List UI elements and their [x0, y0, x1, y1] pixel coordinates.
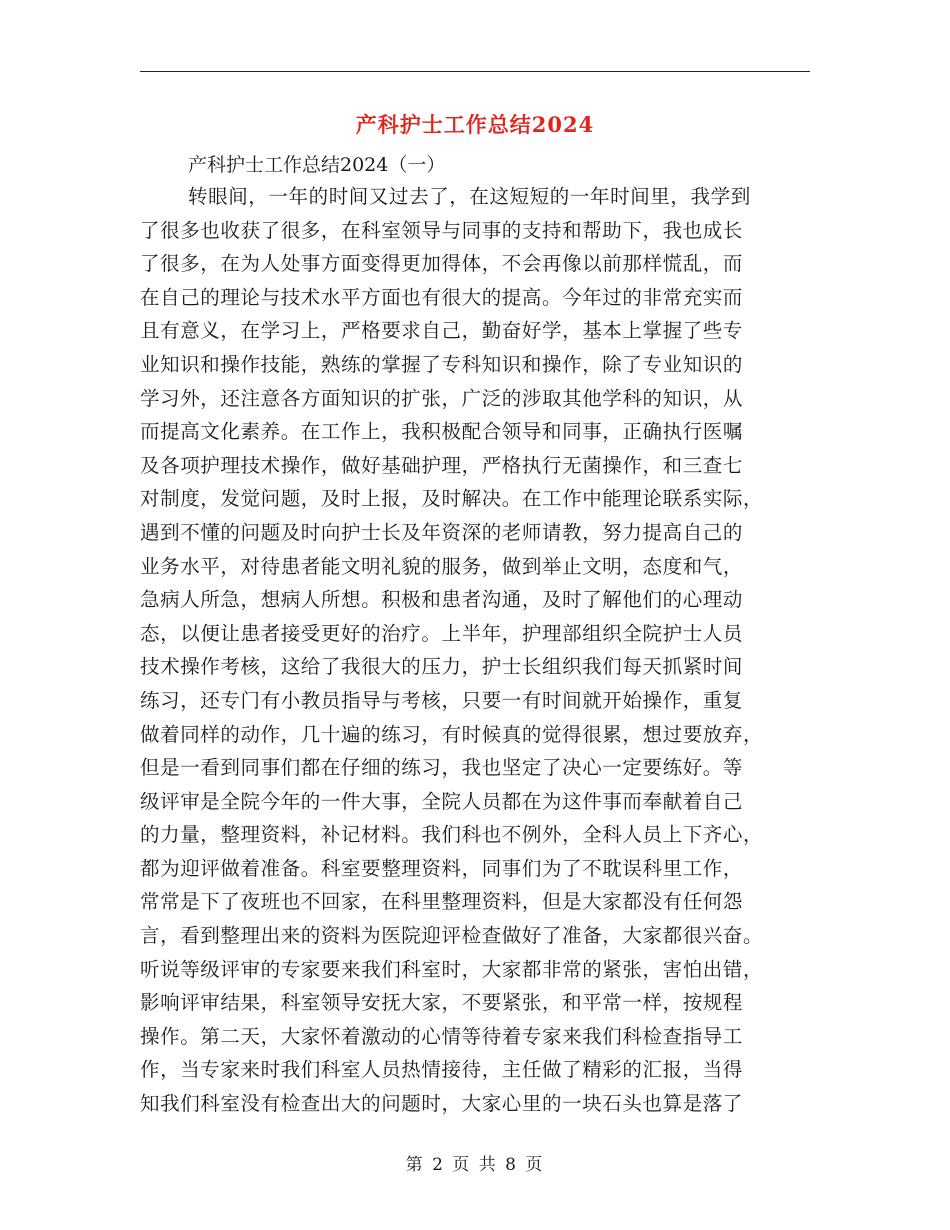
body-line: 练习，还专门有小教员指导与考核，只要一有时间就开始操作，重复	[140, 688, 744, 712]
body-line: 急病人所急，想病人所想。积极和患者沟通，及时了解他们的心理动	[140, 588, 744, 612]
body-line: 在自己的理论与技术水平方面也有很大的提高。今年过的非常充实而	[140, 285, 744, 309]
page-number-footer: 第 2 页 共 8 页	[405, 1155, 545, 1175]
body-line: 的力量，整理资料，补记材料。我们科也不例外，全科人员上下齐心，	[140, 823, 764, 847]
body-line: 及各项护理技术操作，做好基础护理，严格执行无菌操作，和三查七	[140, 453, 744, 477]
body-line: 操作。第二天，大家怀着激动的心情等待着专家来我们科检查指导工	[140, 1024, 744, 1048]
body-line: 且有意义，在学习上，严格要求自己，勤奋好学，基本上掌握了些专	[140, 319, 744, 343]
body-line: 而提高文化素养。在工作上，我积极配合领导和同事，正确执行医嘱	[140, 420, 744, 444]
body-line: 转眼间，一年的时间又过去了，在这短短的一年时间里，我学到	[188, 185, 751, 208]
body-line: 都为迎评做着准备。科室要整理资料，同事们为了不耽误科里工作，	[140, 856, 744, 880]
section-subtitle: 产科护士工作总结2024（一）	[188, 154, 446, 176]
body-line: 了很多，在为人处事方面变得更加得体，不会再像以前那样慌乱，而	[140, 252, 744, 276]
body-line: 但是一看到同事们都在仔细的练习，我也坚定了决心一定要练好。等	[140, 756, 744, 780]
header-rule	[140, 71, 810, 72]
body-line: 态，以便让患者接受更好的治疗。上半年，护理部组织全院护士人员	[140, 621, 744, 645]
body-line: 影响评审结果，科室领导安抚大家，不要紧张，和平常一样，按规程	[140, 991, 744, 1015]
body-line: 级评审是全院今年的一件大事，全院人员都在为这件事而奉献着自己	[140, 789, 744, 813]
body-line: 学习外，还注意各方面知识的扩张，广泛的涉取其他学科的知识，从	[140, 386, 744, 410]
body-line: 作，当专家来时我们科室人员热情接待，主任做了精彩的汇报，当得	[140, 1058, 744, 1082]
body-line: 做着同样的动作，几十遍的练习，有时候真的觉得很累，想过要放弃，	[140, 722, 764, 746]
body-text	[140, 180, 830, 1121]
body-line: 言，看到整理出来的资料为医院迎评检查做好了准备，大家都很兴奋。	[140, 924, 764, 948]
body-line: 了很多也收获了很多，在科室领导与同事的支持和帮助下，我也成长	[140, 218, 744, 242]
body-line: 技术操作考核，这给了我很大的压力，护士长组织我们每天抓紧时间	[140, 655, 744, 679]
body-line: 业务水平，对待患者能文明礼貌的服务，做到举止文明，态度和气，	[140, 554, 744, 578]
body-line: 常常是下了夜班也不回家，在科里整理资料，但是大家都没有任何怨	[140, 890, 744, 914]
body-line: 知我们科室没有检查出大的问题时，大家心里的一块石头也算是落了	[140, 1092, 744, 1116]
body-line: 听说等级评审的专家要来我们科室时，大家都非常的紧张，害怕出错，	[140, 957, 764, 981]
document-title: 产科护士工作总结2024	[355, 112, 595, 137]
body-line: 遇到不懂的问题及时向护士长及年资深的老师请教，努力提高自己的	[140, 520, 744, 544]
body-line: 业知识和操作技能，熟练的掌握了专科知识和操作，除了专业知识的	[140, 352, 744, 376]
body-line: 对制度，发觉问题，及时上报，及时解决。在工作中能理论联系实际，	[140, 487, 764, 511]
